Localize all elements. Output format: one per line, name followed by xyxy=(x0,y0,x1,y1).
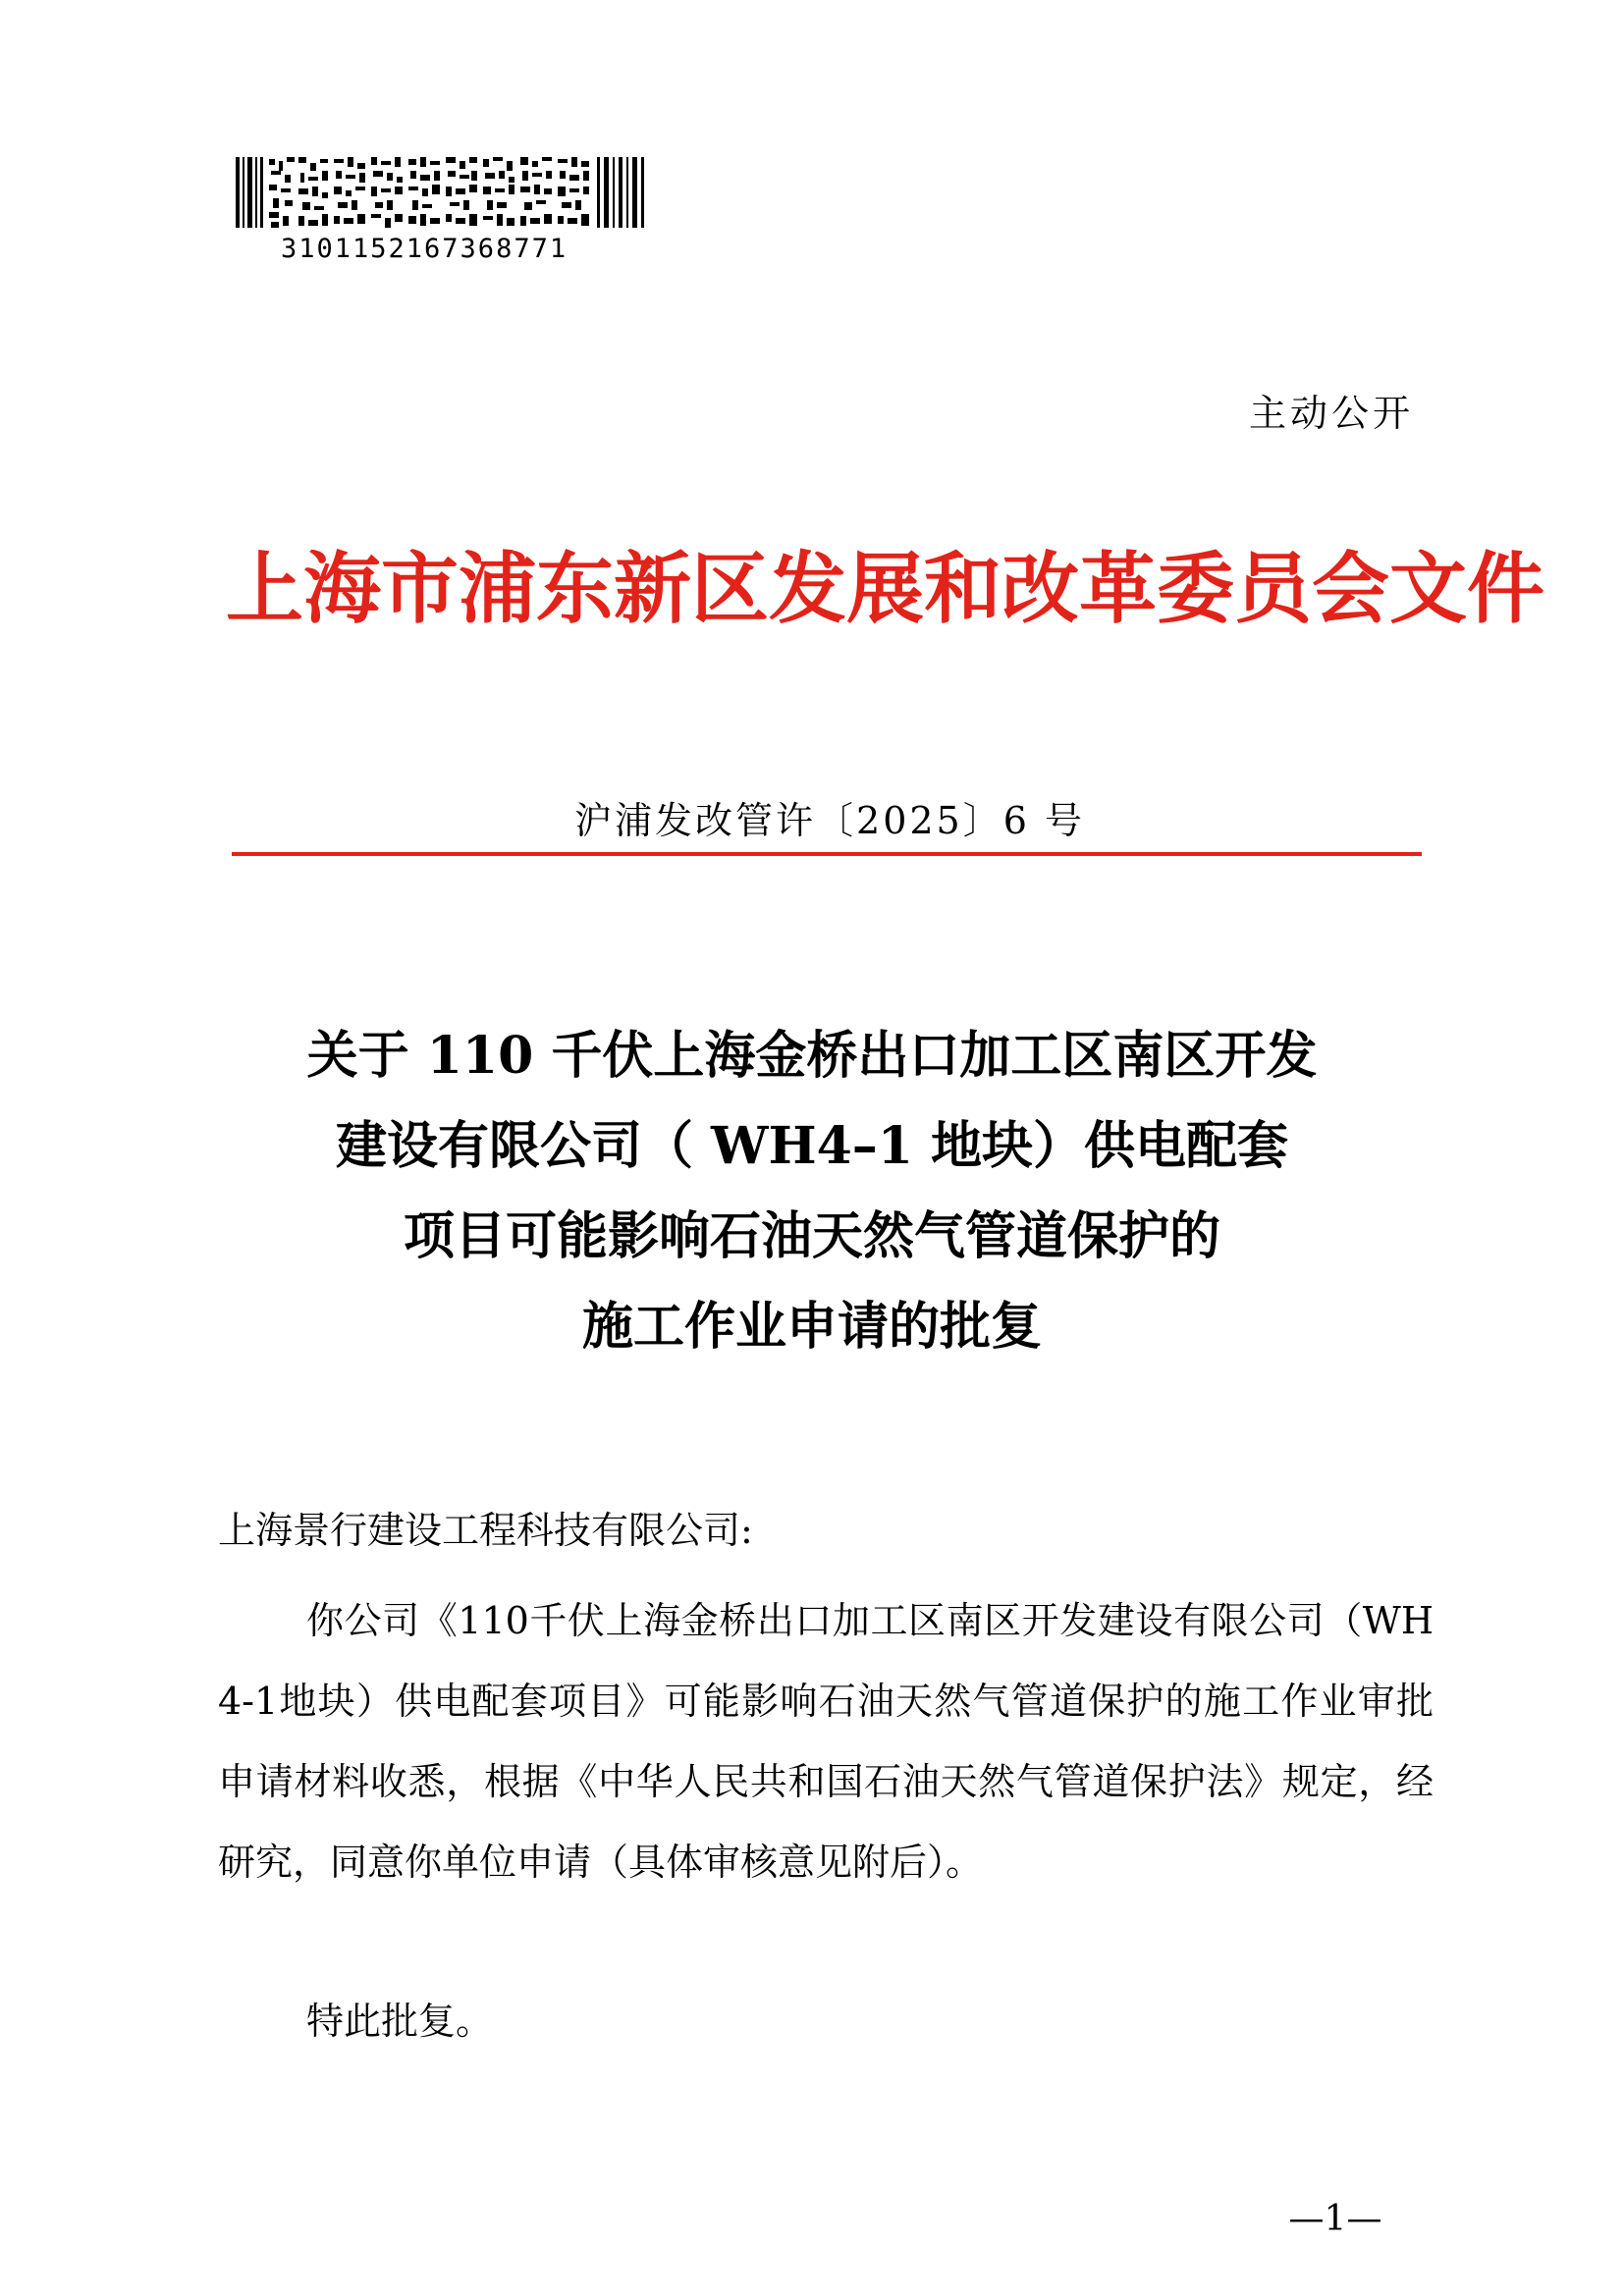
barcode-number: 3101152167368771 xyxy=(281,234,568,264)
barcode-bar xyxy=(641,157,644,228)
page-number: —1— xyxy=(1288,2199,1382,2239)
barcode-bar xyxy=(243,157,244,228)
document-number: 沪浦发改管许〔2025〕6 号 xyxy=(574,799,1085,842)
disclosure-label: 主动公开 xyxy=(1248,392,1414,435)
document-title xyxy=(196,1011,1428,1372)
barcode-bar xyxy=(247,157,252,228)
title-line-3: 项目可能影响石油天然气管道保护的 xyxy=(403,1206,1220,1266)
barcode-bar xyxy=(632,157,637,228)
barcode-bar xyxy=(597,157,600,228)
barcode-pattern xyxy=(269,157,589,228)
addressee: 上海景行建设工程科技有限公司: xyxy=(218,1509,753,1552)
barcode-bar xyxy=(260,157,263,228)
barcode-bar xyxy=(255,157,257,228)
body-paragraph: 你公司《110千伏上海金桥出口加工区南区开发建设有限公司（WH4-1地块）供电配套项目》可能影响石油天然气管道保护的施工作业审批申请材料收悉，根据《中华人民共和国石油天然气管道保护法》规定，经研究，同意你单位申请（具体审核意见附后）。 xyxy=(218,1599,1434,1884)
barcode-bar xyxy=(236,157,240,228)
closing-statement: 特此批复。 xyxy=(306,2000,494,2043)
barcode-bar xyxy=(613,157,615,228)
barcode-bar xyxy=(619,157,623,228)
red-divider-rule xyxy=(232,852,1422,856)
title-line-2: 建设有限公司（ WH4–1 地块）供电配套 xyxy=(335,1116,1289,1176)
barcode xyxy=(236,157,648,228)
title-line-4: 施工作业申请的批复 xyxy=(581,1297,1042,1357)
title-line-1: 关于 110 千伏上海金桥出口加工区南区开发 xyxy=(306,1026,1318,1086)
document-masthead: 上海市浦东新区发展和改革委员会文件 xyxy=(226,543,1544,634)
barcode-bar xyxy=(626,157,628,228)
barcode-bar xyxy=(604,157,609,228)
